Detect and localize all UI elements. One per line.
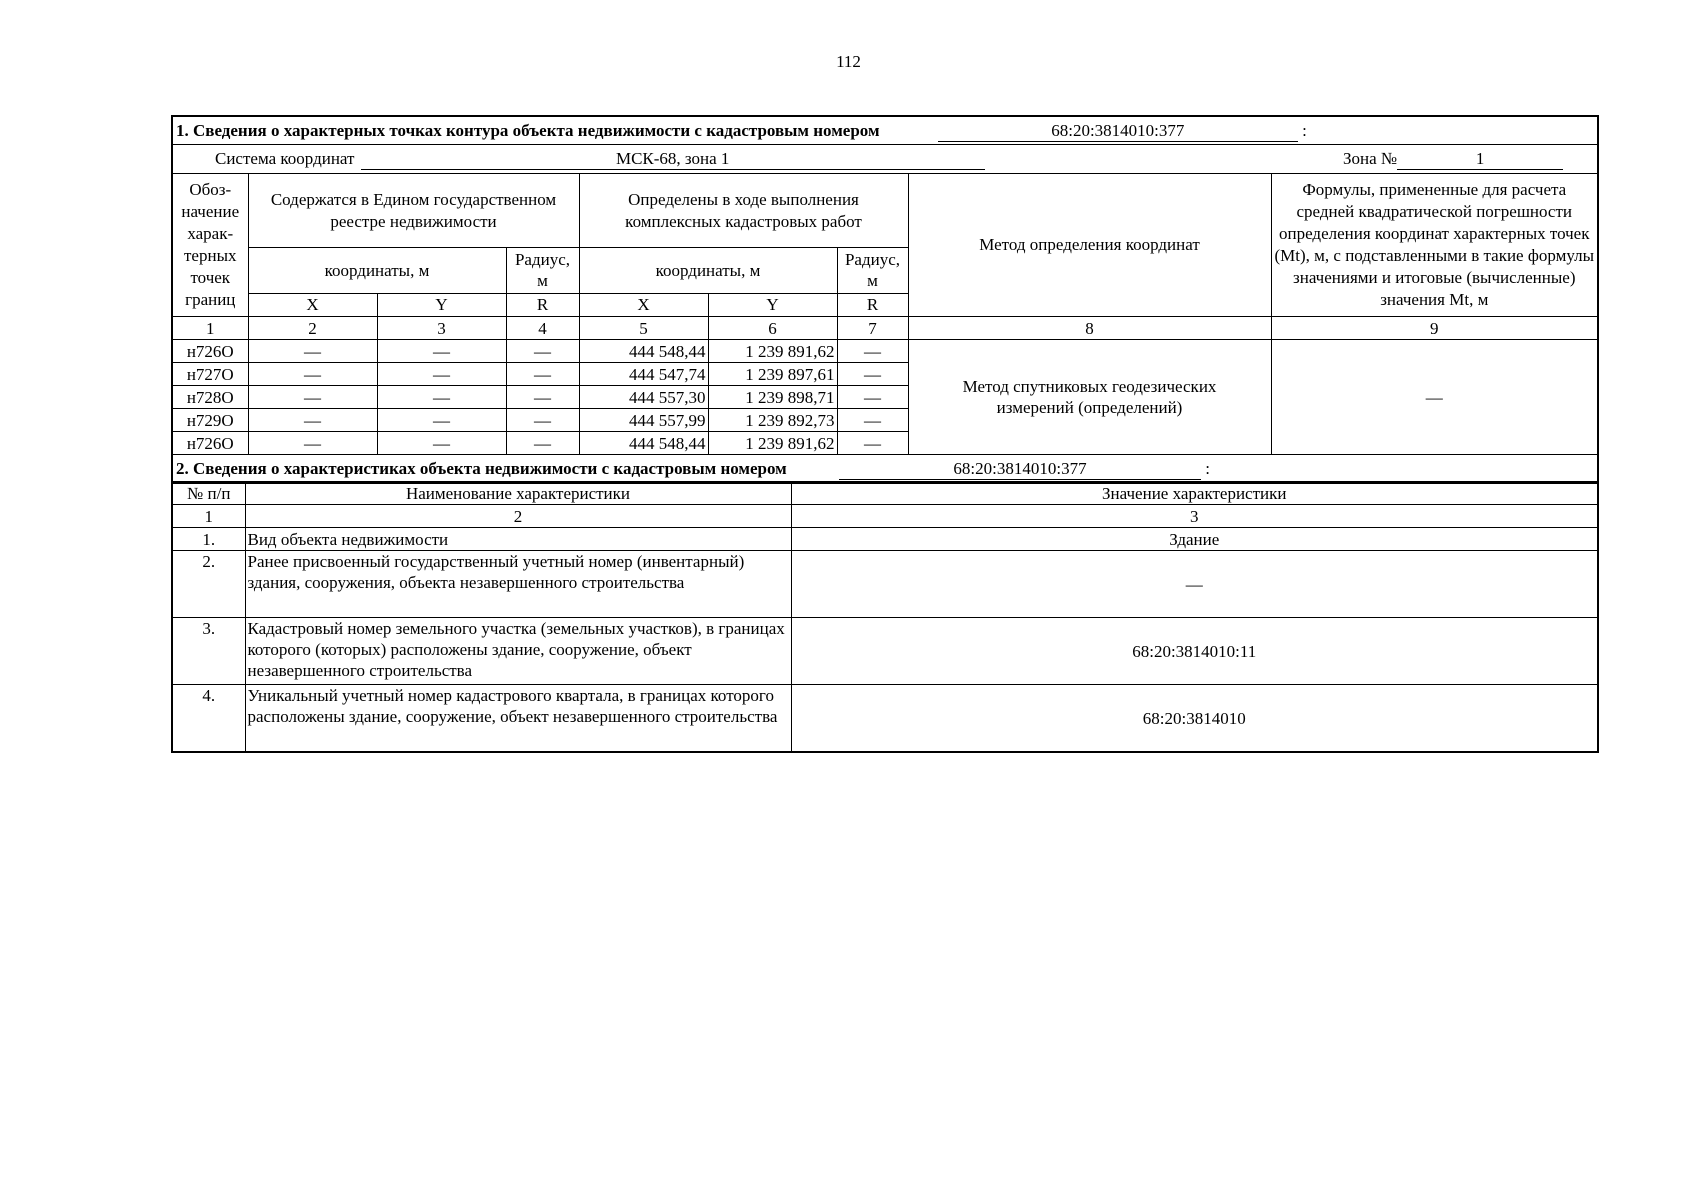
section2-colon: : bbox=[1205, 458, 1210, 478]
method-value: Метод спутниковых геодезических измерений (определений) bbox=[908, 340, 1271, 455]
section2-table bbox=[171, 481, 1599, 753]
y-egrn: — bbox=[377, 386, 506, 409]
header-kkr-y: Y bbox=[708, 293, 837, 316]
point-name: н726О bbox=[172, 340, 248, 363]
r-value: — bbox=[837, 409, 908, 432]
header-kkr-coords: координаты, м bbox=[579, 248, 837, 294]
section2-cadastral-number: 68:20:3814010:377 bbox=[839, 458, 1201, 480]
point-name: н727О bbox=[172, 363, 248, 386]
row-name: Кадастровый номер земельного участка (земельных участков), в границах которого (которых) расположены здание, сооружение, объект незавершенного строительства bbox=[245, 618, 791, 685]
column-number: 9 bbox=[1271, 317, 1598, 340]
x-egrn: — bbox=[248, 386, 377, 409]
y-egrn: — bbox=[377, 432, 506, 455]
r-value: — bbox=[837, 363, 908, 386]
row-name: Уникальный учетный номер кадастрового квартала, в границах которого расположены здание, сооружение, объект незавершенного строительства bbox=[245, 685, 791, 753]
point-name: н728О bbox=[172, 386, 248, 409]
section1-title: 1. Сведения о характерных точках контура объекта недвижимости с кадастровым номером bbox=[176, 120, 880, 140]
x-egrn: — bbox=[248, 340, 377, 363]
r-value: — bbox=[837, 340, 908, 363]
r-value: — bbox=[837, 386, 908, 409]
r-egrn: — bbox=[506, 409, 579, 432]
section1-cadastral-number: 68:20:3814010:377 bbox=[938, 120, 1298, 142]
header-kkr: Определены в ходе выполнения комплексных кадастровых работ bbox=[579, 174, 908, 248]
r-value: — bbox=[837, 432, 908, 455]
x-value: 444 557,30 bbox=[579, 386, 708, 409]
header-kkr-radius: Радиус, м bbox=[837, 248, 908, 294]
r-egrn: — bbox=[506, 340, 579, 363]
column-number: 5 bbox=[579, 317, 708, 340]
row-value: — bbox=[791, 551, 1598, 618]
section1-table bbox=[171, 115, 1599, 484]
y-value: 1 239 897,61 bbox=[708, 363, 837, 386]
x-egrn: — bbox=[248, 409, 377, 432]
column-number: 6 bbox=[708, 317, 837, 340]
column-number: 8 bbox=[908, 317, 1271, 340]
y-value: 1 239 892,73 bbox=[708, 409, 837, 432]
column-number: 1 bbox=[172, 505, 245, 528]
column-number: 3 bbox=[791, 505, 1598, 528]
coord-system-label: Система координат bbox=[215, 149, 355, 168]
point-name: н729О bbox=[172, 409, 248, 432]
header-method: Метод определения координат bbox=[908, 174, 1271, 317]
x-value: 444 557,99 bbox=[579, 409, 708, 432]
row-num: 4. bbox=[172, 685, 245, 753]
y-value: 1 239 898,71 bbox=[708, 386, 837, 409]
r-egrn: — bbox=[506, 386, 579, 409]
list-item bbox=[172, 618, 1598, 685]
header-designation: Обоз-начение харак-терных точек границ bbox=[172, 174, 248, 317]
section2-title: 2. Сведения о характеристиках объекта недвижимости с кадастровым номером bbox=[176, 458, 787, 478]
header-egrn-coords: координаты, м bbox=[248, 248, 506, 294]
header-num: № п/п bbox=[172, 482, 245, 505]
row-value: 68:20:3814010:11 bbox=[791, 618, 1598, 685]
header-kkr-x: X bbox=[579, 293, 708, 316]
x-value: 444 548,44 bbox=[579, 432, 708, 455]
y-value: 1 239 891,62 bbox=[708, 432, 837, 455]
row-num: 2. bbox=[172, 551, 245, 618]
x-egrn: — bbox=[248, 432, 377, 455]
list-item bbox=[172, 528, 1598, 551]
column-number: 7 bbox=[837, 317, 908, 340]
point-name: н726О bbox=[172, 432, 248, 455]
header-egrn: Содержатся в Едином государственном реестре недвижимости bbox=[248, 174, 579, 248]
r-egrn: — bbox=[506, 363, 579, 386]
row-name: Вид объекта недвижимости bbox=[245, 528, 791, 551]
row-name: Ранее присвоенный государственный учетный номер (инвентарный) здания, сооружения, объекта незавершенного строительства bbox=[245, 551, 791, 618]
coord-system-row bbox=[172, 145, 1598, 174]
row-num: 3. bbox=[172, 618, 245, 685]
formula-value: — bbox=[1271, 340, 1598, 455]
header-egrn-y: Y bbox=[377, 293, 506, 316]
row-num: 1. bbox=[172, 528, 245, 551]
r-egrn: — bbox=[506, 432, 579, 455]
header-value: Значение характеристики bbox=[791, 482, 1598, 505]
x-value: 444 548,44 bbox=[579, 340, 708, 363]
list-item bbox=[172, 685, 1598, 753]
column-numbers-row bbox=[172, 317, 1598, 340]
x-egrn: — bbox=[248, 363, 377, 386]
header-egrn-r: R bbox=[506, 293, 579, 316]
zone-label: Зона № bbox=[1342, 149, 1398, 168]
header-kkr-r: R bbox=[837, 293, 908, 316]
column-number: 2 bbox=[245, 505, 791, 528]
header-egrn-radius: Радиус, м bbox=[506, 248, 579, 294]
coord-system-value: МСК-68, зона 1 bbox=[361, 148, 985, 170]
list-item bbox=[172, 551, 1598, 618]
section1-header bbox=[172, 116, 1598, 145]
column-number: 2 bbox=[248, 317, 377, 340]
row-value: Здание bbox=[791, 528, 1598, 551]
zone-value: 1 bbox=[1397, 148, 1563, 170]
table-row bbox=[172, 340, 1598, 363]
page-number: 112 bbox=[836, 52, 861, 71]
y-value: 1 239 891,62 bbox=[708, 340, 837, 363]
section1-colon: : bbox=[1302, 120, 1307, 140]
y-egrn: — bbox=[377, 409, 506, 432]
x-value: 444 547,74 bbox=[579, 363, 708, 386]
header-formulas: Формулы, примененные для расчета средней квадратической погрешности определения координат характерных точек (Mt), м, с подставленными в такие формулы значениями и итоговые (вычисленные) значения Mt, м bbox=[1271, 174, 1598, 317]
column-number: 4 bbox=[506, 317, 579, 340]
section2-header bbox=[172, 455, 1598, 484]
y-egrn: — bbox=[377, 363, 506, 386]
header-egrn-x: X bbox=[248, 293, 377, 316]
header-name: Наименование характеристики bbox=[245, 482, 791, 505]
column-number: 1 bbox=[172, 317, 248, 340]
y-egrn: — bbox=[377, 340, 506, 363]
column-number: 3 bbox=[377, 317, 506, 340]
row-value: 68:20:3814010 bbox=[791, 685, 1598, 753]
